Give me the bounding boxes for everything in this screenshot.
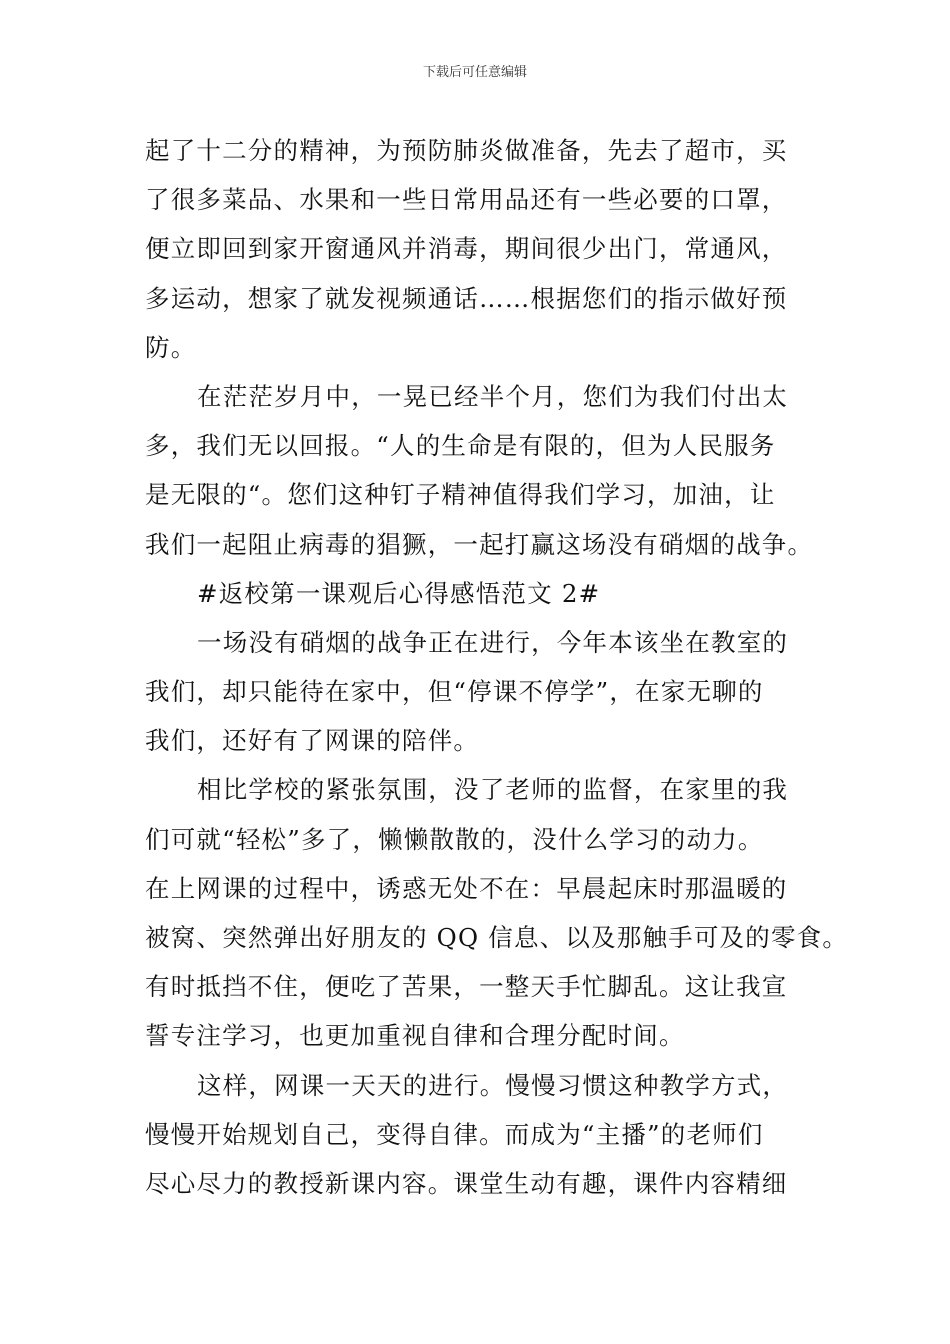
text-line: 便立即回到家开窗通风并消毒，期间很少出门，常通风， — [145, 234, 788, 264]
section-heading — [145, 569, 821, 618]
text-line: 我们，却只能待在家中，但“停课不停学”，在家无聊的 — [145, 677, 764, 707]
paragraph-2 — [145, 372, 821, 569]
text-line: 这样，网课一天天的进行。慢慢习惯这种教学方式， — [197, 1070, 789, 1100]
paragraph-3 — [145, 618, 821, 766]
text-line: 在茫茫岁月中，一晃已经半个月，您们为我们付出太 — [197, 381, 789, 411]
text-line: 了很多菜品、水果和一些日常用品还有一些必要的口罩， — [145, 185, 788, 215]
text-line: 誓专注学习，也更加重视自律和合理分配时间。 — [145, 1021, 685, 1051]
text-line: 们可就“轻松”多了，懒懒散散的，没什么学习的动力。 — [145, 824, 764, 854]
text-line: 我们，还好有了网课的陪伴。 — [145, 726, 480, 756]
text-line: 多运动，想家了就发视频通话……根据您们的指示做好预 — [145, 283, 788, 313]
text-line: 有时抵挡不住，便吃了苦果，一整天手忙脚乱。这让我宣 — [145, 972, 788, 1002]
text-line: 我们一起阻止病毒的猖獗，一起打赢这场没有硝烟的战争。 — [145, 529, 814, 559]
heading-line: #返校第一课观后心得感悟范文 2# — [197, 578, 601, 608]
paragraph-5 — [145, 1061, 821, 1209]
text-line: 慢慢开始规划自己，变得自律。而成为“主播”的老师们 — [145, 1119, 764, 1149]
text-line: 相比学校的紧张氛围，没了老师的监督，在家里的我 — [197, 775, 789, 805]
text-line: 防。 — [145, 332, 197, 362]
text-line: 在上网课的过程中，诱惑无处不在：早晨起床时那温暖的 — [145, 873, 788, 903]
paragraph-4 — [145, 765, 849, 1060]
text-line: 尽心尽力的教授新课内容。课堂生动有趣，课件内容精细 — [145, 1168, 788, 1198]
text-line: 多，我们无以回报。“人的生命是有限的，但为人民服务 — [145, 431, 776, 461]
page-header: 下载后可任意编辑 — [422, 65, 527, 80]
document-body — [145, 126, 849, 1208]
text-line: 被窝、突然弹出好朋友的 QQ 信息、以及那触手可及的零食。 — [145, 923, 849, 952]
text-line: 是无限的“。您们这种钉子精神值得我们学习，加油，让 — [145, 480, 776, 510]
paragraph-1 — [145, 126, 821, 372]
text-line: 起了十二分的精神，为预防肺炎做准备，先去了超市，买 — [145, 136, 788, 165]
text-line: 一场没有硝烟的战争正在进行，今年本该坐在教室的 — [197, 627, 789, 657]
